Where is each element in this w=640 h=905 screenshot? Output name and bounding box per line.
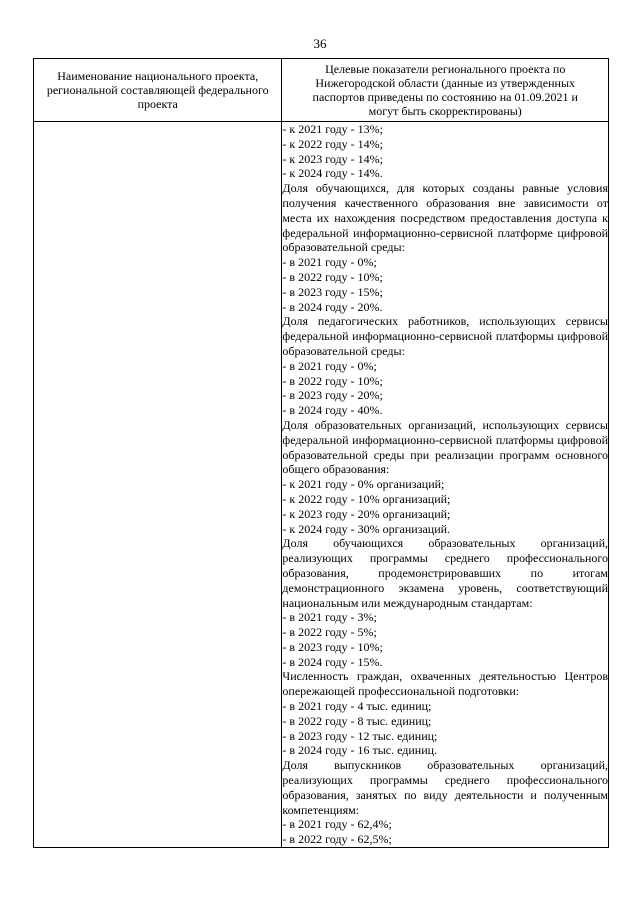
indicator-value: - к 2024 году - 30% организаций. [282,521,451,536]
indicator-value: - к 2022 году - 10% организаций; [282,491,451,506]
indicator-value: - в 2023 году - 15%; [282,284,383,299]
indicator-description: Доля выпускников образовательных организаций, реализующих программы среднего профессионального образования, занятых по виду деятельности и полученным компетенциям: [282,758,608,817]
indicator-value: - в 2024 году - 15%. [282,654,383,669]
header-project-name: Наименование национального проекта, региональной составляющей федерального проекта [34,59,282,122]
indicator-value: - к 2024 году - 14%. [282,166,383,181]
table-body-row [34,122,609,848]
header-target-indicators [282,59,609,122]
indicator-value: - в 2023 году - 12 тыс. единиц; [282,728,438,743]
indicator-value: - к 2022 году - 14%; [282,136,383,151]
indicator-description: Численность граждан, охваченных деятельностью Центров опережающей профессиональной подготовки: [282,669,608,699]
indicator-value: - в 2024 году - 16 тыс. единиц. [282,743,438,758]
table-header-row [34,59,609,122]
header-line: Нижегородской области (данные из утвержденных [315,75,576,90]
indicator-value: - к 2021 году - 0% организаций; [282,477,445,492]
indicator-value: - в 2023 году - 20%; [282,388,383,403]
indicators-table [33,58,609,848]
header-line: Целевые показатели регионального проекта по [325,61,566,76]
indicator-value: - в 2021 году - 0%; [282,358,377,373]
indicator-value: - к 2023 году - 20% организаций; [282,506,451,521]
indicator-description: Доля обучающихся образовательных организаций, реализующих программы среднего профессионального образования, продемонстрировавших по итогам демонстрационного экзамена уровень, соответствующий национальным или международным стандартам: [282,536,608,610]
header-line: паспортов приведены по состоянию на 01.09.2021 и [312,90,578,104]
indicator-value: - в 2022 году - 5%; [282,625,377,640]
indicator-value: - в 2021 году - 62,4%; [282,817,392,832]
indicator-value: - в 2022 году - 10%; [282,373,383,388]
indicator-value: - в 2022 году - 10%; [282,269,383,284]
indicator-value: - в 2022 году - 62,5%; [282,832,392,847]
indicators-cell [282,122,609,848]
indicator-value: - в 2024 году - 40%. [282,403,383,418]
indicator-description: Доля педагогических работников, использующих сервисы федеральной информационно-сервисной платформы цифровой образовательной среды: [282,314,608,358]
indicator-value: - к 2021 году - 13%; [282,122,383,136]
project-name-cell [34,122,282,848]
page-number: 36 [313,36,327,51]
indicator-description: Доля обучающихся, для которых созданы равные условия получения качественного образования вне зависимости от места их нахождения посредством предоставления доступа к федеральной информационно-сервисной платформе цифровой образовательной среды: [282,181,608,255]
indicator-value: - в 2022 году - 8 тыс. единиц; [282,713,432,728]
indicator-value: - в 2024 году - 20%. [282,299,383,314]
indicator-value: - в 2021 году - 3%; [282,610,377,625]
indicator-value: - к 2023 году - 14%; [282,151,383,166]
indicator-value: - в 2021 году - 4 тыс. единиц; [282,699,432,714]
indicator-description: Доля образовательных организаций, использующих сервисы федеральной информационно-сервисной платформы цифровой образовательной среды при реализации программ основного общего образования: [282,417,608,477]
indicator-value: - в 2023 году - 10%; [282,639,383,654]
header-line: могут быть скорректированы) [368,104,522,119]
indicator-value: - в 2021 году - 0%; [282,255,377,270]
